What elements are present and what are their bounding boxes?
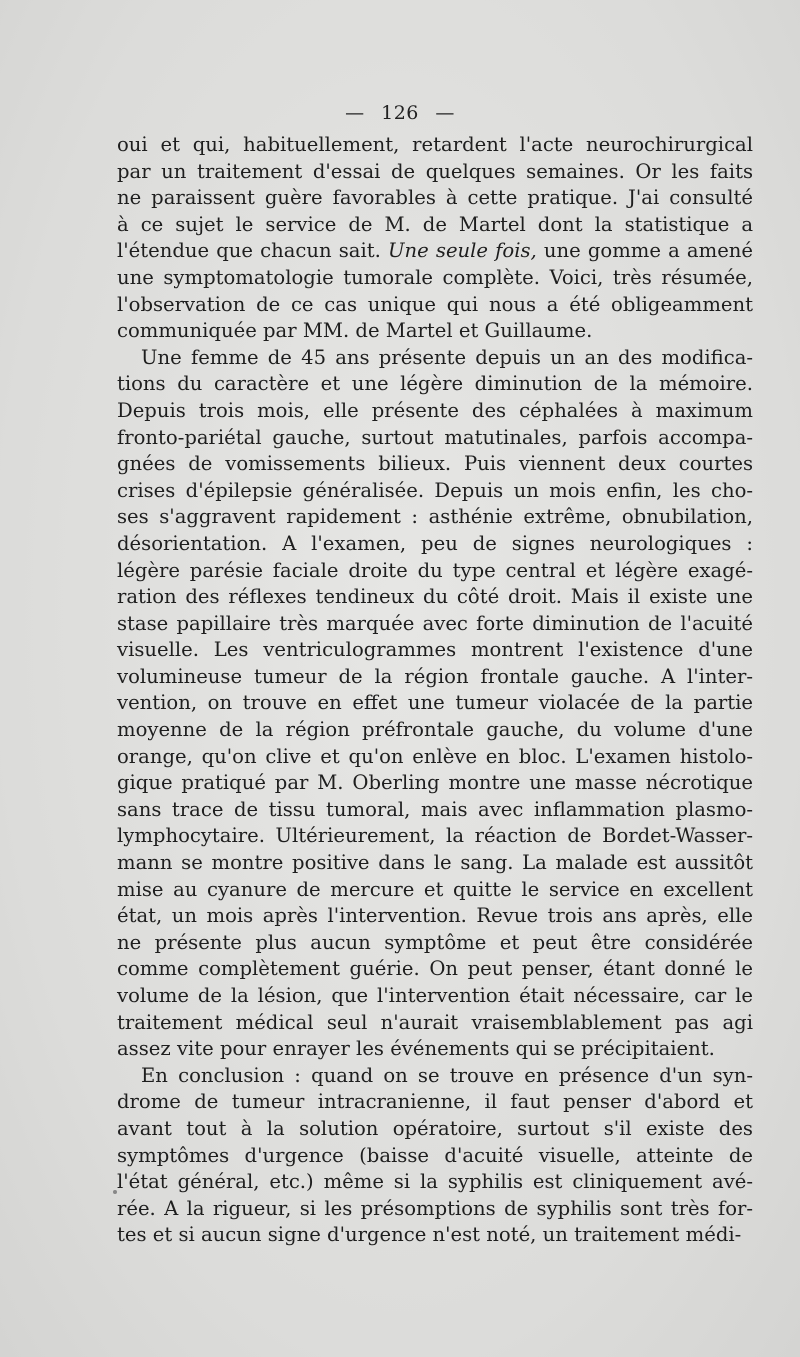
text-line: symptômes d'urgence (baisse d'acuité visuelle, atteinte de (117, 1143, 753, 1167)
text-line: moyenne de la région préfrontale gauche, du volume d'une (117, 718, 753, 742)
text-line: mise au cyanure de mercure et quitte le service en excellent (117, 877, 753, 901)
text-line: mann se montre positive dans le sang. La malade est aussitôt (117, 851, 753, 875)
text-line: fronto-pariétal gauche, surtout matutinales, parfois accompa- (117, 425, 753, 449)
text-line: par un traitement d'essai de quelques semaines. Or les faits (117, 159, 753, 183)
text-line: ne présente plus aucun symptôme et peut être considérée (117, 930, 753, 954)
text-line: légère parésie faciale droite du type central et légère exagé- (117, 558, 753, 582)
text-line: Depuis trois mois, elle présente des céphalées à maximum (117, 398, 753, 422)
text-line: ses s'aggravent rapidement : asthénie extrême, obnubilation, (117, 505, 753, 529)
text-line: désorientation. A l'examen, peu de signes neurologiques : (117, 531, 753, 555)
paragraph-1 (117, 132, 753, 345)
text-line: ne paraissent guère favorables à cette pratique. J'ai consulté (117, 186, 753, 210)
text-line: état, un mois après l'intervention. Revue trois ans après, elle (117, 904, 753, 928)
print-speck (113, 1190, 117, 1194)
page-number: 126 (381, 102, 419, 124)
paragraph-3 (117, 1063, 753, 1249)
paragraph-2 (117, 345, 753, 1063)
text-line: rée. A la rigueur, si les présomptions de syphilis sont très for- (117, 1196, 753, 1220)
text-line: stase papillaire très marquée avec forte diminution de l'acuité (117, 611, 753, 635)
text-line: orange, qu'on clive et qu'on enlève en bloc. L'examen histolo- (117, 744, 753, 768)
text-line: gique pratiqué par M. Oberling montre une masse nécrotique (117, 771, 753, 795)
page-number-dash-right: — (435, 102, 455, 124)
text-line: vention, on trouve en effet une tumeur violacée de la partie (117, 691, 753, 715)
text-line: volume de la lésion, que l'intervention était nécessaire, car le (117, 984, 753, 1007)
text-line: assez vite pour enrayer les événements qui se précipitaient. (117, 1037, 715, 1061)
text-line: traitement médical seul n'aurait vraisemblablement pas agi (117, 1010, 753, 1034)
text-line: drome de tumeur intracranienne, il faut penser d'abord et (117, 1090, 753, 1114)
text-line: volumineuse tumeur de la région frontale gauche. A l'inter- (117, 664, 753, 688)
text-line: Une femme de 45 ans présente depuis un an des modifica- (141, 345, 753, 369)
text-line: lymphocytaire. Ultérieurement, la réaction de Bordet-Wasser- (117, 824, 753, 848)
text-line: communiquée par MM. de Martel et Guillaume. (117, 319, 593, 343)
page-number-header (0, 102, 800, 124)
text-line: l'étendue que chacun sait. Une seule fois, une gomme a amené (117, 239, 754, 263)
text-line: avant tout à la solution opératoire, surtout s'il existe des (117, 1116, 753, 1140)
text-line: l'état général, etc.) même si la syphilis est cliniquement avé- (117, 1170, 753, 1194)
text-line: ration des réflexes tendineux du côté droit. Mais il existe une (117, 585, 753, 609)
text-line: gnées de vomissements bilieux. Puis viennent deux courtes (117, 452, 753, 476)
text-line: En conclusion : quand on se trouve en présence d'un syn- (141, 1063, 753, 1087)
text-line: tes et si aucun signe d'urgence n'est noté, un traitement médi- (117, 1223, 742, 1247)
text-line: l'observation de ce cas unique qui nous a été obligeamment (117, 292, 753, 316)
text-line: crises d'épilepsie généralisée. Depuis un mois enfin, les cho- (117, 478, 753, 502)
page-number-dash-left: — (345, 102, 365, 124)
italic-emphasis: Une seule fois, (388, 239, 537, 263)
text-line: visuelle. Les ventriculogrammes montrent l'existence d'une (117, 638, 753, 662)
text-line: oui et qui, habituellement, retardent l'acte neurochirurgical (117, 133, 753, 156)
text-line: comme complètement guérie. On peut penser, étant donné le (117, 957, 753, 981)
text-line: à ce sujet le service de M. de Martel dont la statistique a (117, 212, 753, 236)
text-line: une symptomatologie tumorale complète. Voici, très résumée, (117, 265, 753, 289)
text-line: tions du caractère et une légère diminution de la mémoire. (117, 372, 753, 396)
body-text (117, 132, 753, 1249)
text-line: sans trace de tissu tumoral, mais avec inflammation plasmo- (117, 797, 753, 821)
